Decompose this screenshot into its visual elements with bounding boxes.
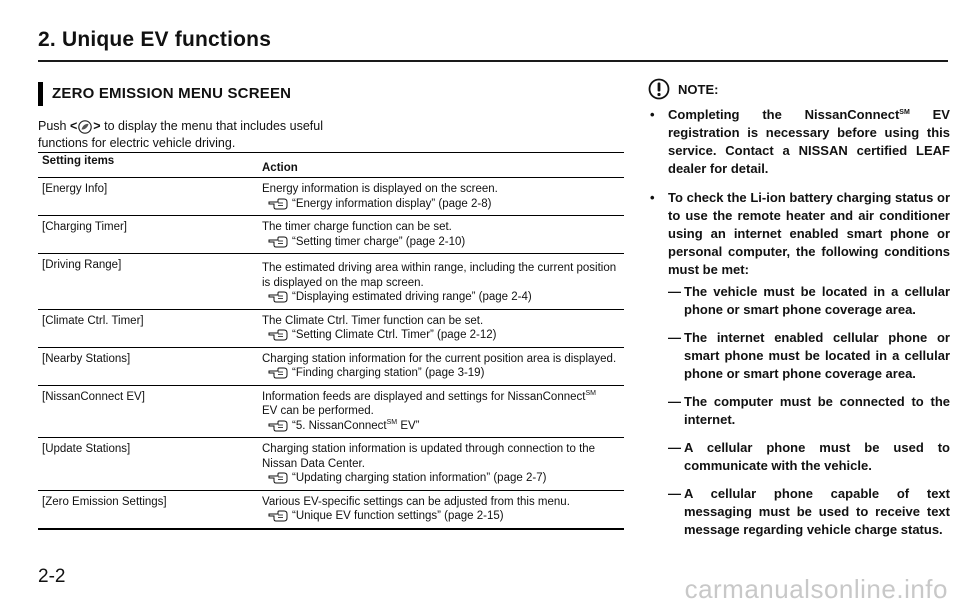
section-title: ZERO EMISSION MENU SCREEN: [52, 85, 292, 102]
note-text-part: To check the Li-ion battery charging status or to use the remote heater and air conditioner using an internet enabled smart phone or personal computer, the following conditions must be met:: [668, 190, 950, 277]
action-text: [262, 390, 620, 419]
reference-text: “Energy information display” (page 2-8): [292, 197, 492, 210]
page-reference: [262, 290, 620, 305]
page-reference: [262, 366, 620, 381]
table-row: [38, 438, 624, 491]
reference-text: “Updating charging station information” (page 2-7): [292, 472, 547, 484]
condition-text: A cellular phone must be used to communicate with the vehicle.: [684, 440, 950, 473]
action-text: The timer charge function can be set.: [262, 221, 452, 233]
intro-paragraph: [38, 118, 338, 152]
list-item: [650, 189, 950, 549]
setting-action: [262, 254, 624, 309]
reference-text: “Unique EV function settings” (page 2-15): [292, 510, 504, 522]
table-row: [38, 348, 624, 386]
intro-push-word: Push: [38, 119, 67, 133]
watermark: carmanualsonline.info: [684, 574, 948, 604]
action-text-part: EV can be performed.: [262, 405, 374, 417]
table-row: [38, 254, 624, 310]
reference-text: “Setting Climate Ctrl. Timer” (page 2-12): [292, 329, 497, 341]
note-text-part: EV registration is necessary before using this service. Contact a NISSAN certified LEAF dealer for detail.: [668, 107, 950, 176]
action-text: Charging station information for the current position area is displayed.: [262, 352, 617, 365]
action-text: The Climate Ctrl. Timer function can be set.: [262, 314, 484, 327]
condition-text: A cellular phone capable of text messaging must be used to receive text message regarding vehicle charge status.: [684, 486, 950, 537]
caution-exclamation-icon: [648, 78, 670, 100]
control-bracket-open: <: [69, 119, 78, 134]
pointing-hand-icon: [268, 236, 288, 248]
dash-marker: —: [668, 330, 681, 345]
intro-text: to display the menu that includes useful functions for electric vehicle driving.: [38, 119, 323, 151]
condition-item: [668, 283, 950, 319]
setting-action: [262, 310, 624, 347]
setting-item: [Energy Info]: [42, 183, 108, 195]
page-reference: [262, 471, 620, 486]
pointing-hand-icon: [268, 472, 288, 484]
service-mark: SM: [899, 109, 910, 116]
settings-table: [38, 152, 624, 530]
condition-item: [668, 485, 950, 539]
page-reference: [262, 235, 620, 250]
action-text: The estimated driving area within range, including the current position is displayed on the map screen.: [262, 262, 617, 289]
header-setting-items: Setting items: [42, 155, 115, 167]
note-heading: [648, 78, 718, 100]
control-bracket-close: >: [93, 119, 101, 134]
setting-item: [Update Stations]: [42, 443, 131, 455]
condition-item: [668, 329, 950, 383]
dash-marker: —: [668, 440, 681, 455]
page-reference: [262, 328, 620, 343]
setting-action: [262, 438, 624, 490]
reference-text: [292, 419, 419, 434]
table-row: [38, 216, 624, 254]
table-row: [38, 178, 624, 216]
page-number: 2-2: [38, 566, 66, 587]
pointing-hand-icon: [268, 198, 288, 210]
reference-text: “Displaying estimated driving range” (page 2-4): [292, 291, 532, 303]
setting-item: [Climate Ctrl. Timer]: [42, 314, 144, 327]
table-row: [38, 491, 624, 528]
bullet-dot: •: [650, 190, 655, 205]
condition-item: [668, 393, 950, 429]
reference-text: “Setting timer charge” (page 2-10): [292, 235, 466, 248]
table-row: [38, 386, 624, 439]
condition-item: [668, 439, 950, 475]
page-reference: [262, 509, 620, 524]
setting-item: [Charging Timer]: [42, 221, 128, 233]
pointing-hand-icon: [268, 329, 288, 341]
service-mark: SM: [386, 418, 398, 426]
note-label: NOTE:: [678, 81, 719, 97]
zero-emission-control: [70, 118, 101, 135]
condition-text: The computer must be connected to the internet.: [684, 394, 950, 427]
setting-action: [262, 386, 624, 438]
service-mark: SM: [585, 389, 596, 397]
header-action: Action: [262, 162, 298, 174]
setting-item: [Nearby Stations]: [42, 352, 131, 365]
reference-text-part: EV”: [400, 419, 420, 432]
action-text-part: Information feeds are displayed and settings for NissanConnect: [262, 390, 586, 403]
table-header: [38, 153, 624, 178]
page-reference: [262, 197, 620, 212]
reference-text: “Finding charging station” (page 3-19): [292, 367, 485, 379]
condition-text: The internet enabled cellular phone or smart phone must be located in a cellular phone or smart phone coverage area.: [684, 330, 950, 381]
pointing-hand-icon: [268, 510, 288, 522]
setting-item: [NissanConnect EV]: [42, 390, 145, 403]
setting-item: [Zero Emission Settings]: [42, 495, 167, 508]
table-row: [38, 310, 624, 348]
zero-emission-button-icon: [78, 120, 92, 134]
action-text: Energy information is displayed on the screen.: [262, 183, 498, 195]
dash-marker: —: [668, 284, 681, 299]
pointing-hand-icon: [268, 291, 288, 303]
condition-text: The vehicle must be located in a cellular phone or smart phone coverage area.: [684, 284, 950, 317]
chapter-title: 2. Unique EV functions: [38, 28, 272, 51]
section-marker-bar: [38, 82, 43, 106]
setting-action: [262, 216, 624, 253]
chapter-divider: [38, 60, 948, 62]
setting-action: [262, 348, 624, 385]
action-text: Various EV-specific settings can be adjusted from this menu.: [262, 495, 570, 508]
action-text: Charging station information is updated through connection to the Nissan Data Center.: [262, 443, 596, 470]
pointing-hand-icon: [268, 420, 288, 432]
bullet-dot: •: [650, 107, 655, 122]
dash-marker: —: [668, 394, 681, 409]
note-list: [650, 106, 950, 560]
note-text: [668, 189, 950, 549]
reference-text-part: “5. NissanConnect: [292, 419, 387, 432]
note-text-part: Completing the NissanConnect: [668, 107, 900, 122]
list-item: [650, 106, 950, 178]
page-reference: [262, 419, 620, 434]
setting-action: [262, 491, 624, 528]
pointing-hand-icon: [268, 367, 288, 379]
dash-marker: —: [668, 486, 681, 501]
setting-action: [262, 178, 624, 215]
note-text: [668, 106, 950, 178]
setting-item: [Driving Range]: [42, 259, 122, 271]
